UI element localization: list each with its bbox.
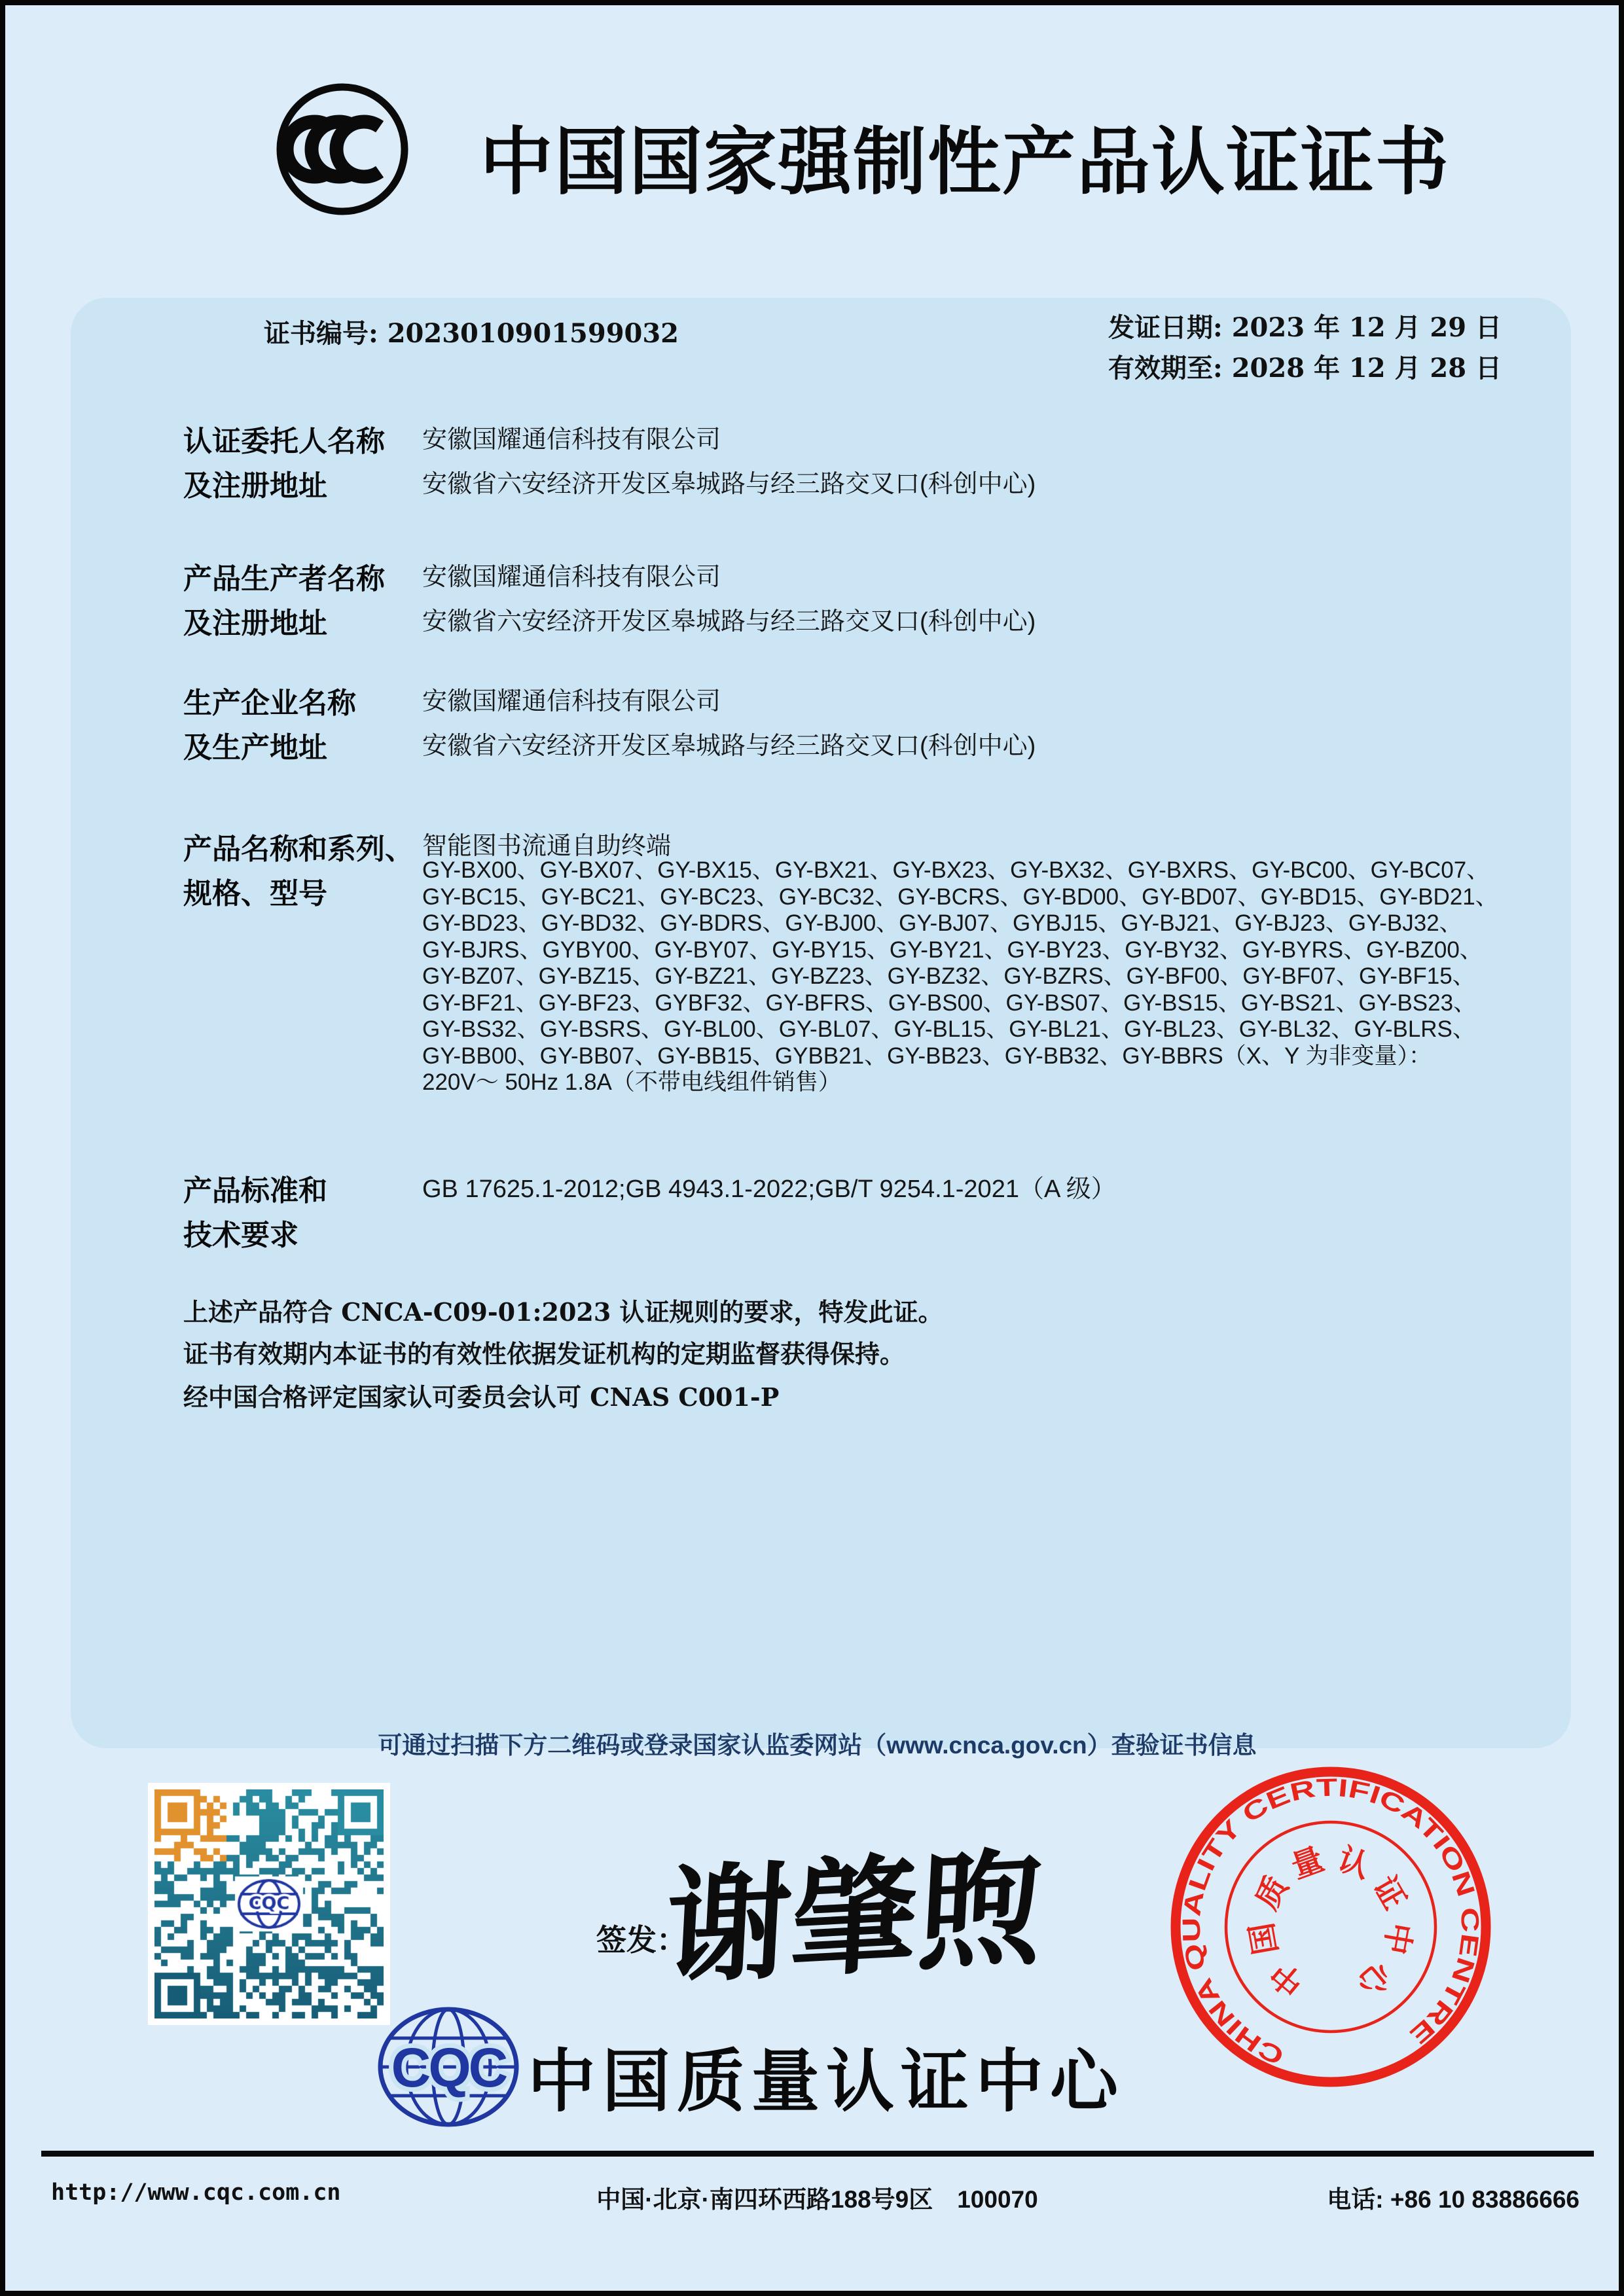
valid-until-label: 有效期至: <box>1108 353 1232 384</box>
cqc-globe-logo <box>373 2003 524 2131</box>
cert-number-row <box>264 313 679 350</box>
applicant-addr-value: 安徽省六安经济开发区皋城路与经三路交叉口(科创中心) <box>422 471 1036 498</box>
stamp-center-text <box>1244 1842 1416 2003</box>
stamp-ring-text: CHINA QUALITY CERTIFICATION CENTRE <box>1178 1774 1484 2070</box>
issue-date-row <box>1108 308 1502 348</box>
footer-website: http://www.cqc.com.cn <box>51 2179 341 2206</box>
manufacturer-name-label: 产品生产者名称 <box>183 563 385 595</box>
valid-until-value: 2028 年 12 月 28 日 <box>1231 353 1502 384</box>
issue-date-value: 2023 年 12 月 29 日 <box>1231 312 1502 343</box>
cqc-acronym: CQC <box>391 2037 506 2098</box>
stamp-char: 心 <box>1350 1955 1398 2002</box>
standards-value: GB 17625.1-2012;GB 4943.1-2022;GB/T 9254.1-2021（A 级） <box>422 1175 1116 1203</box>
stamp-char: 质 <box>1249 1871 1295 1916</box>
factory-name-value: 安徽国耀通信科技有限公司 <box>422 688 721 715</box>
stamp-char: 认 <box>1333 1842 1375 1886</box>
footer-divider <box>41 2151 1594 2157</box>
statement-line: 证书有效期内本证书的有效性依据发证机构的定期监督获得保持。 <box>183 1339 905 1369</box>
stamp-char: 量 <box>1287 1842 1329 1886</box>
factory-addr-value: 安徽省六安经济开发区皋城路与经三路交叉口(科创中心) <box>422 732 1036 760</box>
model-line: GY-BX00、GY-BX07、GY-BX15、GY-BX21、GY-BX23、GY-BX32、GY-BXRS、GY-BC00、GY-BC07、 <box>422 857 1490 883</box>
model-line: 220V～ 50Hz 1.8A（不带电线组件销售） <box>422 1069 841 1095</box>
model-line: GY-BJRS、GYBY00、GY-BY07、GY-BY15、GY-BY21、GY-BY23、GY-BY32、GY-BYRS、GY-BZ00、 <box>422 937 1483 963</box>
valid-until-row <box>1108 348 1502 389</box>
cert-number-value: 2023010901599032 <box>387 318 679 349</box>
model-line: GY-BC15、GY-BC21、GY-BC23、GY-BC32、GY-BCRS、GY-BD00、GY-BD07、GY-BD15、GY-BD21、 <box>422 884 1498 910</box>
footer-address: 中国·北京·南四环西路188号9区 100070 <box>596 2186 1038 2213</box>
stamp-char: 国 <box>1244 1920 1284 1958</box>
issue-date-label: 发证日期: <box>1108 312 1232 343</box>
standards-label-line2: 技术要求 <box>183 1219 298 1251</box>
signature-handwriting: 谢肇煦 <box>662 1834 1047 2002</box>
applicant-name-label: 认证委托人名称 <box>183 425 385 457</box>
applicant-name-value: 安徽国耀通信科技有限公司 <box>422 426 721 454</box>
stamp-ring-text-holder <box>1178 1774 1484 2070</box>
statement-line: 上述产品符合 CNCA-C09-01:2023 认证规则的要求，特发此证。 <box>183 1297 943 1327</box>
model-line: GY-BS32、GY-BSRS、GY-BL00、GY-BL07、GY-BL15、GY-BL21、GY-BL23、GY-BL32、GY-BLRS、 <box>422 1016 1475 1042</box>
model-line: GY-BZ07、GY-BZ15、GY-BZ21、GY-BZ23、GY-BZ32、GY-BZRS、GY-BF00、GY-BF07、GY-BF15、 <box>422 963 1475 989</box>
product-model-list <box>422 857 1498 1096</box>
ccc-logo-icon <box>261 82 424 216</box>
sign-label: 签发： <box>596 1922 687 1958</box>
verification-note: 可通过扫描下方二维码或登录国家认监委网站（www.cnca.gov.cn）查验证书信息 <box>378 1732 1257 1759</box>
cert-number-label: 证书编号: <box>264 318 388 349</box>
stamp-char: 中 <box>1377 1920 1417 1958</box>
product-name-value: 智能图书流通自助终端 <box>422 833 672 860</box>
model-line: GY-BD23、GY-BD32、GY-BDRS、GY-BJ00、GY-BJ07、GYBJ15、GY-BJ21、GY-BJ23、GY-BJ32、 <box>422 910 1462 936</box>
product-label-line1: 产品名称和系列、 <box>183 833 414 865</box>
manufacturer-addr-label: 及注册地址 <box>183 607 327 639</box>
stamp-char: 证 <box>1366 1871 1413 1916</box>
stamp-char: 中 <box>1264 1955 1311 2002</box>
model-line: GY-BB00、GY-BB07、GY-BB15、GYBB21、GY-BB23、GY-BB32、GY-BBRS（X、Y 为非变量）： <box>422 1043 1432 1069</box>
statement-line: 经中国合格评定国家认可委员会认可 CNAS C001-P <box>183 1382 780 1412</box>
manufacturer-name-value: 安徽国耀通信科技有限公司 <box>422 564 721 591</box>
manufacturer-addr-value: 安徽省六安经济开发区皋城路与经三路交叉口(科创中心) <box>422 608 1036 636</box>
factory-addr-label: 及生产地址 <box>183 732 327 764</box>
applicant-addr-label: 及注册地址 <box>183 470 327 502</box>
factory-name-label: 生产企业名称 <box>183 687 356 719</box>
footer-phone: 电话: +86 10 83886666 <box>1327 2186 1579 2213</box>
standards-label-line1: 产品标准和 <box>183 1175 327 1207</box>
qr-code <box>148 1783 390 2025</box>
product-label-line2: 规格、型号 <box>183 878 327 910</box>
red-stamp <box>1168 1765 1493 2089</box>
page-title: 中国国家强制性产品认证证书 <box>480 121 1450 203</box>
cert-dates <box>1108 308 1502 389</box>
issuer-name: 中国质量认证中心 <box>528 2044 1125 2120</box>
model-line: GY-BF21、GY-BF23、GYBF32、GY-BFRS、GY-BS00、GY-BS07、GY-BS15、GY-BS21、GY-BS23、 <box>422 990 1477 1016</box>
